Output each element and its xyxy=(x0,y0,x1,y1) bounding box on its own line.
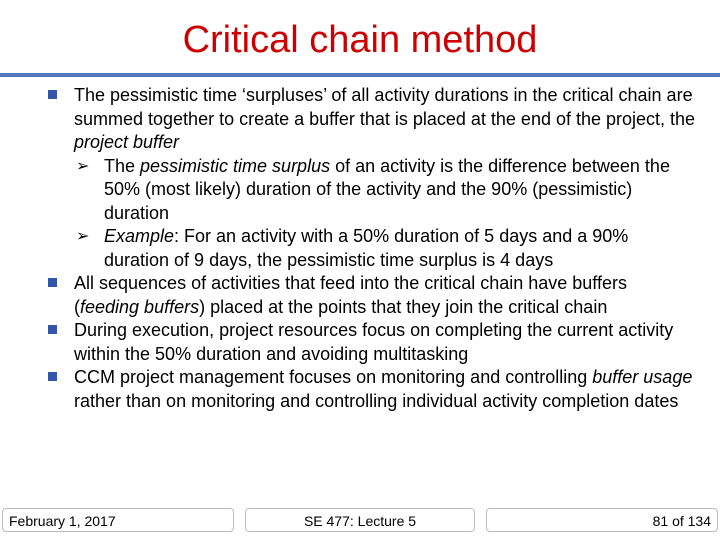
footer-course: SE 477: Lecture 5 xyxy=(245,508,475,532)
footer-page-number xyxy=(486,508,718,532)
bullet-text: ) placed at the points that they join the critical chain xyxy=(199,296,608,317)
sub-bullet-text: The xyxy=(104,155,141,176)
title-divider xyxy=(0,73,720,77)
bullet-item xyxy=(46,84,696,155)
bullet-item xyxy=(46,272,696,319)
slide-title: Critical chain method xyxy=(182,19,538,61)
footer-date: February 1, 2017 xyxy=(2,508,234,532)
sub-bullet-item xyxy=(46,155,696,226)
square-bullet-icon xyxy=(48,90,57,99)
bullet-text: rather than on monitoring and controlling individual activity completion dates xyxy=(74,390,679,411)
bullet-text: The pessimistic time ‘surpluses’ of all activity durations in the critical chain are summed together to create a buffer that is placed at the end of the project, the xyxy=(74,85,696,129)
square-bullet-icon xyxy=(48,278,57,287)
slide-content xyxy=(46,84,696,413)
bullet-item xyxy=(46,319,696,366)
bullet-italic-text: project buffer xyxy=(74,132,180,152)
sub-bullet-item xyxy=(46,225,696,272)
square-bullet-icon xyxy=(48,325,57,334)
bullet-italic-text: buffer usage xyxy=(592,367,693,387)
sub-bullet-italic-text: pessimistic time surplus xyxy=(140,155,331,176)
bullet-italic-text: feeding buffers xyxy=(80,296,200,317)
sub-bullet-text: of an activity is the difference between the 50% (most likely) duration of the activity and the 90% (pessimistic) duration xyxy=(104,155,670,223)
square-bullet-icon xyxy=(48,372,57,381)
arrow-bullet-icon: ➢ xyxy=(76,157,90,175)
bullet-text: CCM project management focuses on monitoring and controlling xyxy=(74,367,593,387)
arrow-bullet-icon: ➢ xyxy=(76,228,90,245)
bullet-text: During execution, project resources focus on completing the current activity within the 50% duration and avoiding multitasking xyxy=(74,320,674,364)
page-number-text: 81 of 134 xyxy=(652,513,711,529)
bullet-item xyxy=(46,366,696,413)
bullet-text: All sequences of activities that feed into the critical chain have buffers ( xyxy=(74,273,627,317)
sub-bullet-italic-text: Example xyxy=(104,226,175,246)
sub-bullet-text: : For an activity with a 50% duration of 5 days and a 90% duration of 9 days, the pessimistic time surplus is 4 days xyxy=(104,226,629,270)
